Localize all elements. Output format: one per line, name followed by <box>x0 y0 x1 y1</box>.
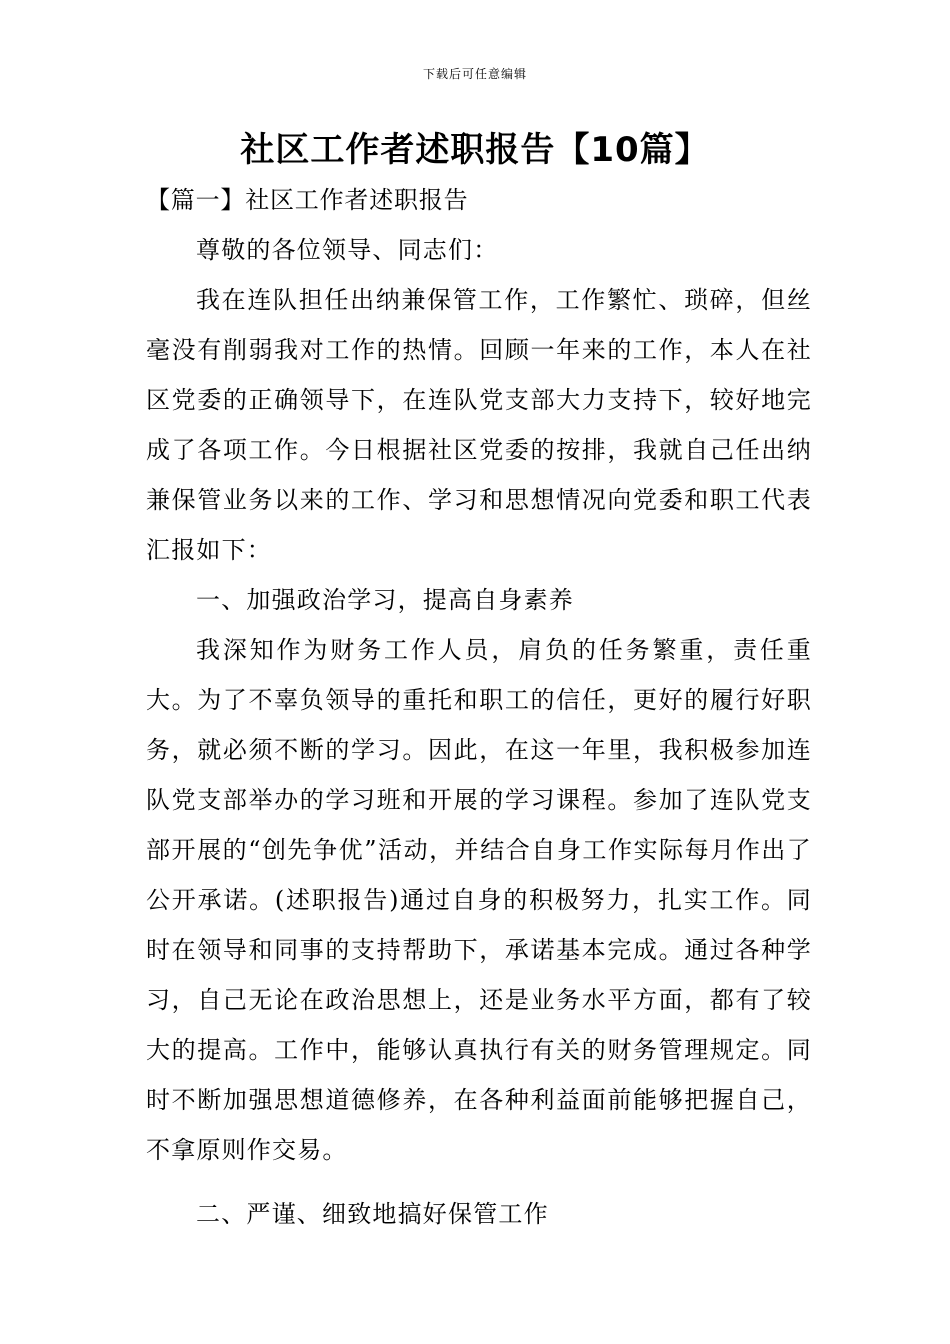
greeting: 尊敬的各位领导、同志们： <box>196 236 499 264</box>
section-heading-2: 二、严谨、细致地搞好保管工作 <box>196 1200 549 1228</box>
document-title: 社区工作者述职报告【10篇】 <box>240 130 710 170</box>
section-body-1: 我深知作为财务工作人员，肩负的任务繁重，责任重大。为了不辜负领导的重托和职工的信任，更好的履行好职务，就必须不断的学习。因此，在这一年里，我积极参加连队党支部举办的学习班和开展的学习课程。参加了连队党支部开展的“创先争优”活动，并结合自身工作实际每月作出了公开承诺。(述职报告)通过自身的积极努力，扎实工作。同时在领导和同事的支持帮助下，承诺基本完成。通过各种学习，自己无论在政治思想上，还是业务水平方面，都有了较大的提高。工作中，能够认真执行有关的财务管理规定。同时不断加强思想道德修养，在各种利益面前能够把握自己，不拿原则作交易。 <box>146 636 812 1164</box>
paragraph-intro: 我在连队担任出纳兼保管工作，工作繁忙、琐碎，但丝毫没有削弱我对工作的热情。回顾一年来的工作，本人在社区党委的正确领导下，在连队党支部大力支持下，较好地完成了各项工作。今日根据社区党委的按排，我就自己任出纳兼保管业务以来的工作、学习和思想情况向党委和职工代表汇报如下： <box>146 286 812 564</box>
document-body <box>146 175 812 1239</box>
header-note: 下载后可任意编辑 <box>422 67 527 81</box>
section-heading-1: 一、加强政治学习，提高自身素养 <box>196 586 574 614</box>
chapter-heading: 【篇一】社区工作者述职报告 <box>146 186 469 214</box>
